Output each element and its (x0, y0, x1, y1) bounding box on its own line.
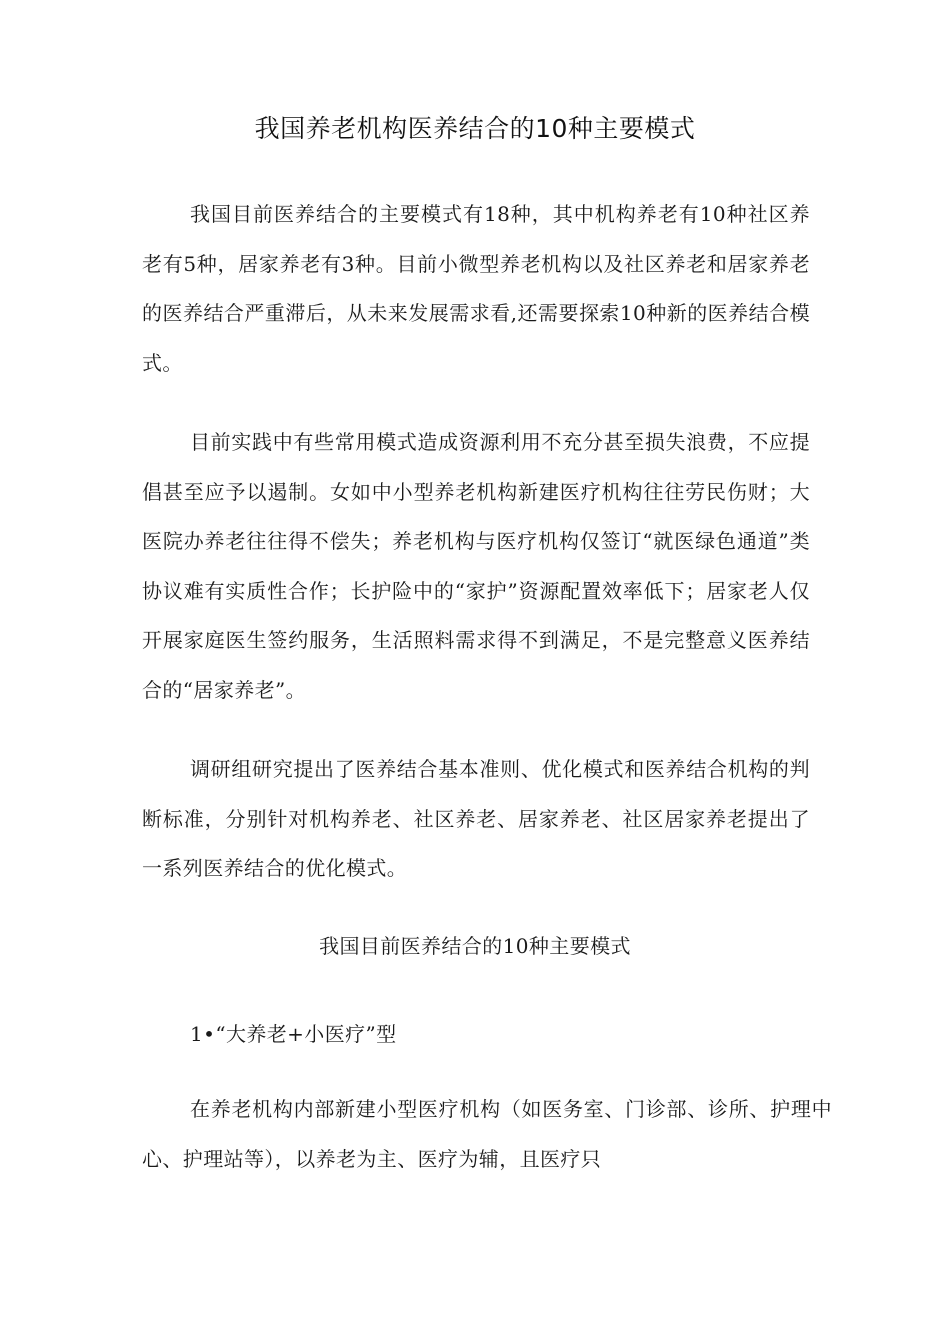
section-heading-1: 1•“大养老+小医疗”型 (190, 1022, 397, 1046)
paragraph-overview: 我国目前医养结合的主要模式有18种，其中机构养老有10种社区养老有5种，居家养老有3种。目前小微型养老机构以及社区养老和居家养老的医养结合严重滞后，从未来发展需求看,还需要探索10种新的医养结合模式。 (142, 202, 810, 375)
paragraph-section-1: 在养老机构内部新建小型医疗机构（如医务室、门诊部、诊所、护理中心、护理站等），以养老为主、医疗为辅，且医疗只 (142, 1097, 832, 1171)
paragraph-research: 调研组研究提出了医养结合基本准则、优化模式和医养结合机构的判断标准，分别针对机构养老、社区养老、居家养老、社区居家养老提出了一系列医养结合的优化模式。 (142, 757, 810, 881)
document-title: 我国养老机构医养结合的10种主要模式 (254, 114, 696, 143)
paragraph-problems: 目前实践中有些常用模式造成资源利用不充分甚至损失浪费，不应提倡甚至应予以遏制。女如中小型养老机构新建医疗机构往往劳民伤财；大医院办养老往往得不偿失；养老机构与医疗机构仅签订“就医绿色通道”类协议难有实质性合作；长护险中的“家护”资源配置效率低下；居家老人仅开展家庭医生签约服务，生活照料需求得不到满足，不是完整意义医养结合的“居家养老”。 (142, 430, 810, 702)
section-subtitle: 我国目前医养结合的10种主要模式 (319, 934, 631, 958)
